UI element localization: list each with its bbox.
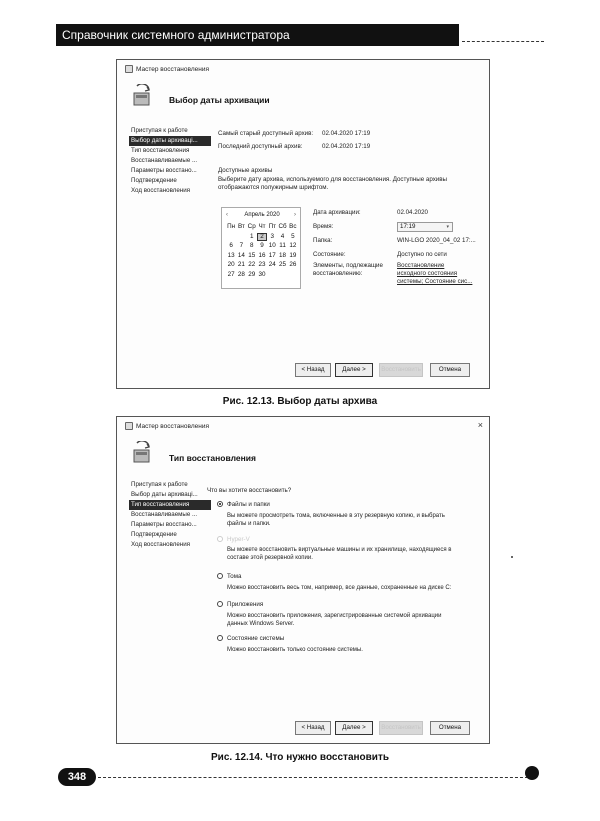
backup-calendar[interactable]: [221, 207, 301, 289]
chevron-down-icon: ▾: [446, 224, 449, 230]
calendar-day[interactable]: 20: [227, 261, 235, 268]
page-header: Справочник системного администратора: [56, 24, 459, 46]
calendar-empty-cell: [226, 233, 236, 241]
backup-date-value: 02.04.2020: [397, 209, 428, 216]
calendar-day[interactable]: 17: [268, 251, 276, 259]
nav-step-backup-date[interactable]: Выбор даты архиваці...: [131, 491, 198, 498]
calendar-weekday: Пт: [268, 223, 276, 230]
status-value: Доступно по сети: [397, 251, 447, 258]
calendar-weekday: Чт: [258, 223, 266, 230]
nav-step-options[interactable]: Параметры восстано...: [131, 521, 197, 528]
calendar-day[interactable]: 4: [280, 232, 285, 240]
folder-value: WIN-LGO 2020_04_02 17:...: [397, 237, 476, 244]
available-backups-desc-2: отображаются полужирным шрифтом.: [218, 184, 329, 191]
option-hyper-v-desc-1: Вы можете восстановить виртуальные машины и их хранилище, находящиеся в: [227, 547, 452, 553]
calendar-day[interactable]: 6: [229, 242, 233, 249]
option-volumes-label[interactable]: Тома: [227, 573, 242, 580]
wizard-steps-nav: [129, 480, 211, 550]
back-button[interactable]: < Назад: [295, 721, 331, 735]
calendar-day[interactable]: 21: [237, 261, 245, 268]
calendar-day[interactable]: 29: [248, 270, 256, 278]
calendar-day[interactable]: 16: [258, 251, 266, 259]
option-files-folders-label[interactable]: Файлы и папки: [227, 501, 270, 508]
calendar-day[interactable]: 3: [270, 232, 275, 240]
window-titlebar: [125, 65, 209, 73]
option-applications-desc-2: данных Windows Server.: [227, 621, 295, 627]
figure-caption-12-14: Рис. 12.14. Что нужно восстановить: [211, 752, 389, 763]
restore-button[interactable]: Восстановить: [379, 363, 423, 377]
nav-step-getting-started[interactable]: Приступая к работе: [131, 127, 188, 134]
calendar-day[interactable]: 9: [260, 242, 264, 249]
cancel-button[interactable]: Отмена: [430, 363, 470, 377]
cancel-button[interactable]: Отмена: [430, 721, 470, 735]
items-link-line1[interactable]: Восстановление: [397, 262, 445, 269]
calendar-day[interactable]: 12: [289, 242, 297, 249]
nav-step-items[interactable]: Восстанавливаемые ...: [131, 157, 198, 164]
back-button[interactable]: < Назад: [295, 363, 331, 377]
calendar-next-month-button[interactable]: ›: [294, 212, 296, 218]
nav-step-getting-started[interactable]: Приступая к работе: [131, 481, 188, 488]
calendar-day[interactable]: 13: [227, 251, 235, 259]
option-hyper-v-desc-2: составе этой резервной копии.: [227, 555, 313, 561]
window-titlebar: [125, 422, 209, 430]
option-applications-label[interactable]: Приложения: [227, 601, 264, 608]
radio-files-folders[interactable]: [217, 501, 223, 507]
app-icon: [125, 65, 133, 73]
calendar-day[interactable]: 27: [227, 270, 235, 278]
calendar-weekday: Сб: [278, 223, 287, 230]
calendar-day[interactable]: 28: [237, 270, 245, 278]
footer-divider: [98, 777, 528, 778]
page-number: 348: [58, 768, 96, 786]
nav-step-items[interactable]: Восстанавливаемые ...: [131, 511, 198, 518]
nav-step-backup-date[interactable]: Выбор даты архиваці...: [129, 136, 211, 146]
calendar-day[interactable]: 15: [248, 251, 256, 259]
recovery-question: Что вы хотите восстановить?: [207, 487, 292, 494]
option-system-state-label[interactable]: Состояние системы: [227, 635, 285, 642]
next-button[interactable]: Далее >: [335, 721, 373, 735]
radio-volumes[interactable]: [217, 573, 223, 579]
restore-button[interactable]: Восстановить: [379, 721, 423, 735]
items-link-line2[interactable]: исходного состояния: [397, 270, 458, 277]
window-title: Мастер восстановления: [136, 65, 209, 73]
option-files-folders-desc-2: файлы и папки.: [227, 521, 271, 527]
oldest-backup-label: Самый старый доступный архив:: [218, 130, 314, 137]
wizard-steps-nav: [129, 126, 211, 196]
header-divider: [462, 41, 544, 42]
option-system-state-desc: Можно восстановить только состояние системы.: [227, 647, 363, 653]
available-backups-desc-1: Выберите дату архива, используемого для восстановления. Доступные архивы: [218, 176, 447, 183]
calendar-day[interactable]: 10: [268, 242, 276, 249]
restore-wizard-icon: [131, 84, 153, 108]
latest-backup-label: Последний доступный архив:: [218, 143, 303, 150]
calendar-day[interactable]: 19: [289, 251, 297, 259]
calendar-day[interactable]: 14: [237, 251, 245, 259]
time-select[interactable]: [397, 222, 453, 232]
calendar-day[interactable]: 8: [249, 242, 254, 249]
calendar-empty-cell: [236, 233, 246, 241]
calendar-day[interactable]: 24: [268, 261, 276, 268]
restore-wizard-icon: [131, 441, 153, 465]
nav-step-progress[interactable]: Ход восстановления: [131, 187, 191, 194]
footer-bullet: [525, 766, 539, 780]
close-icon[interactable]: ×: [477, 420, 483, 430]
next-button[interactable]: Далее >: [335, 363, 373, 377]
calendar-weekday: Ср: [247, 223, 256, 230]
option-applications-desc-1: Можно восстановить приложения, зарегистрированные системой архивации: [227, 613, 442, 619]
page-title: Тип восстановления: [169, 453, 256, 463]
calendar-day[interactable]: 1: [249, 232, 254, 240]
radio-system-state[interactable]: [217, 635, 223, 641]
calendar-day[interactable]: 5: [291, 232, 295, 240]
latest-backup-value: 02.04.2020 17:19: [322, 143, 371, 150]
calendar-day[interactable]: 23: [258, 261, 266, 268]
radio-hyper-v[interactable]: [217, 536, 223, 542]
window-title: Мастер восстановления: [136, 422, 209, 430]
nav-step-confirmation[interactable]: Подтверждение: [131, 531, 177, 538]
option-volumes-desc: Можно восстановить весь том, например, все данные, сохраненные на диске C:: [227, 585, 452, 591]
nav-step-progress[interactable]: Ход восстановления: [131, 541, 191, 548]
calendar-day[interactable]: 25: [279, 261, 287, 268]
available-backups-title: Доступные архивы: [218, 167, 273, 174]
scan-mark: [511, 556, 513, 558]
calendar-day[interactable]: 26: [289, 261, 297, 268]
calendar-empty-cell: [288, 271, 298, 279]
nav-step-recovery-type[interactable]: Тип восстановления: [129, 500, 211, 510]
nav-step-confirmation[interactable]: Подтверждение: [131, 177, 177, 184]
page-title: Выбор даты архивации: [169, 95, 270, 105]
app-icon: [125, 422, 133, 430]
calendar-day[interactable]: 2: [257, 233, 267, 241]
items-label-line2: восстановлению:: [313, 270, 363, 277]
nav-step-options[interactable]: Параметры восстано...: [131, 167, 197, 174]
nav-step-recovery-type[interactable]: Тип восстановления: [131, 147, 190, 154]
items-label-line1: Элементы, подлежащие: [313, 262, 383, 269]
figure-caption-12-13: Рис. 12.13. Выбор даты архива: [222, 396, 378, 407]
option-hyper-v-label[interactable]: Hyper-V: [227, 536, 250, 543]
calendar-weekday: Пн: [227, 223, 236, 230]
calendar-day[interactable]: 7: [239, 242, 244, 249]
status-label: Состояние:: [313, 251, 346, 258]
time-select-value: 17:19: [400, 223, 416, 230]
backup-date-label: Дата архивации:: [313, 209, 361, 216]
calendar-day[interactable]: 30: [258, 270, 266, 278]
calendar-empty-cell: [277, 271, 287, 279]
calendar-grid: [226, 223, 298, 279]
calendar-weekday: Вс: [289, 223, 297, 230]
calendar-month: Апрель 2020: [244, 212, 280, 218]
items-link-line3[interactable]: системы; Состояние сис...: [397, 278, 473, 285]
calendar-day[interactable]: 11: [279, 242, 286, 249]
restore-wizard-window-date: [116, 59, 490, 389]
calendar-weekday: Вт: [237, 223, 245, 230]
oldest-backup-value: 02.04.2020 17:19: [322, 130, 371, 137]
option-files-folders-desc-1: Вы можете просмотреть тома, включенные в эту резервную копию, и выбрать: [227, 513, 445, 519]
calendar-prev-month-button[interactable]: ‹: [226, 212, 228, 218]
calendar-day[interactable]: 18: [279, 251, 287, 259]
folder-label: Папка:: [313, 237, 333, 244]
radio-applications[interactable]: [217, 601, 223, 607]
calendar-day[interactable]: 22: [248, 261, 256, 268]
restore-wizard-window-type: [116, 416, 490, 744]
calendar-empty-cell: [267, 271, 277, 279]
time-label: Время:: [313, 223, 334, 230]
